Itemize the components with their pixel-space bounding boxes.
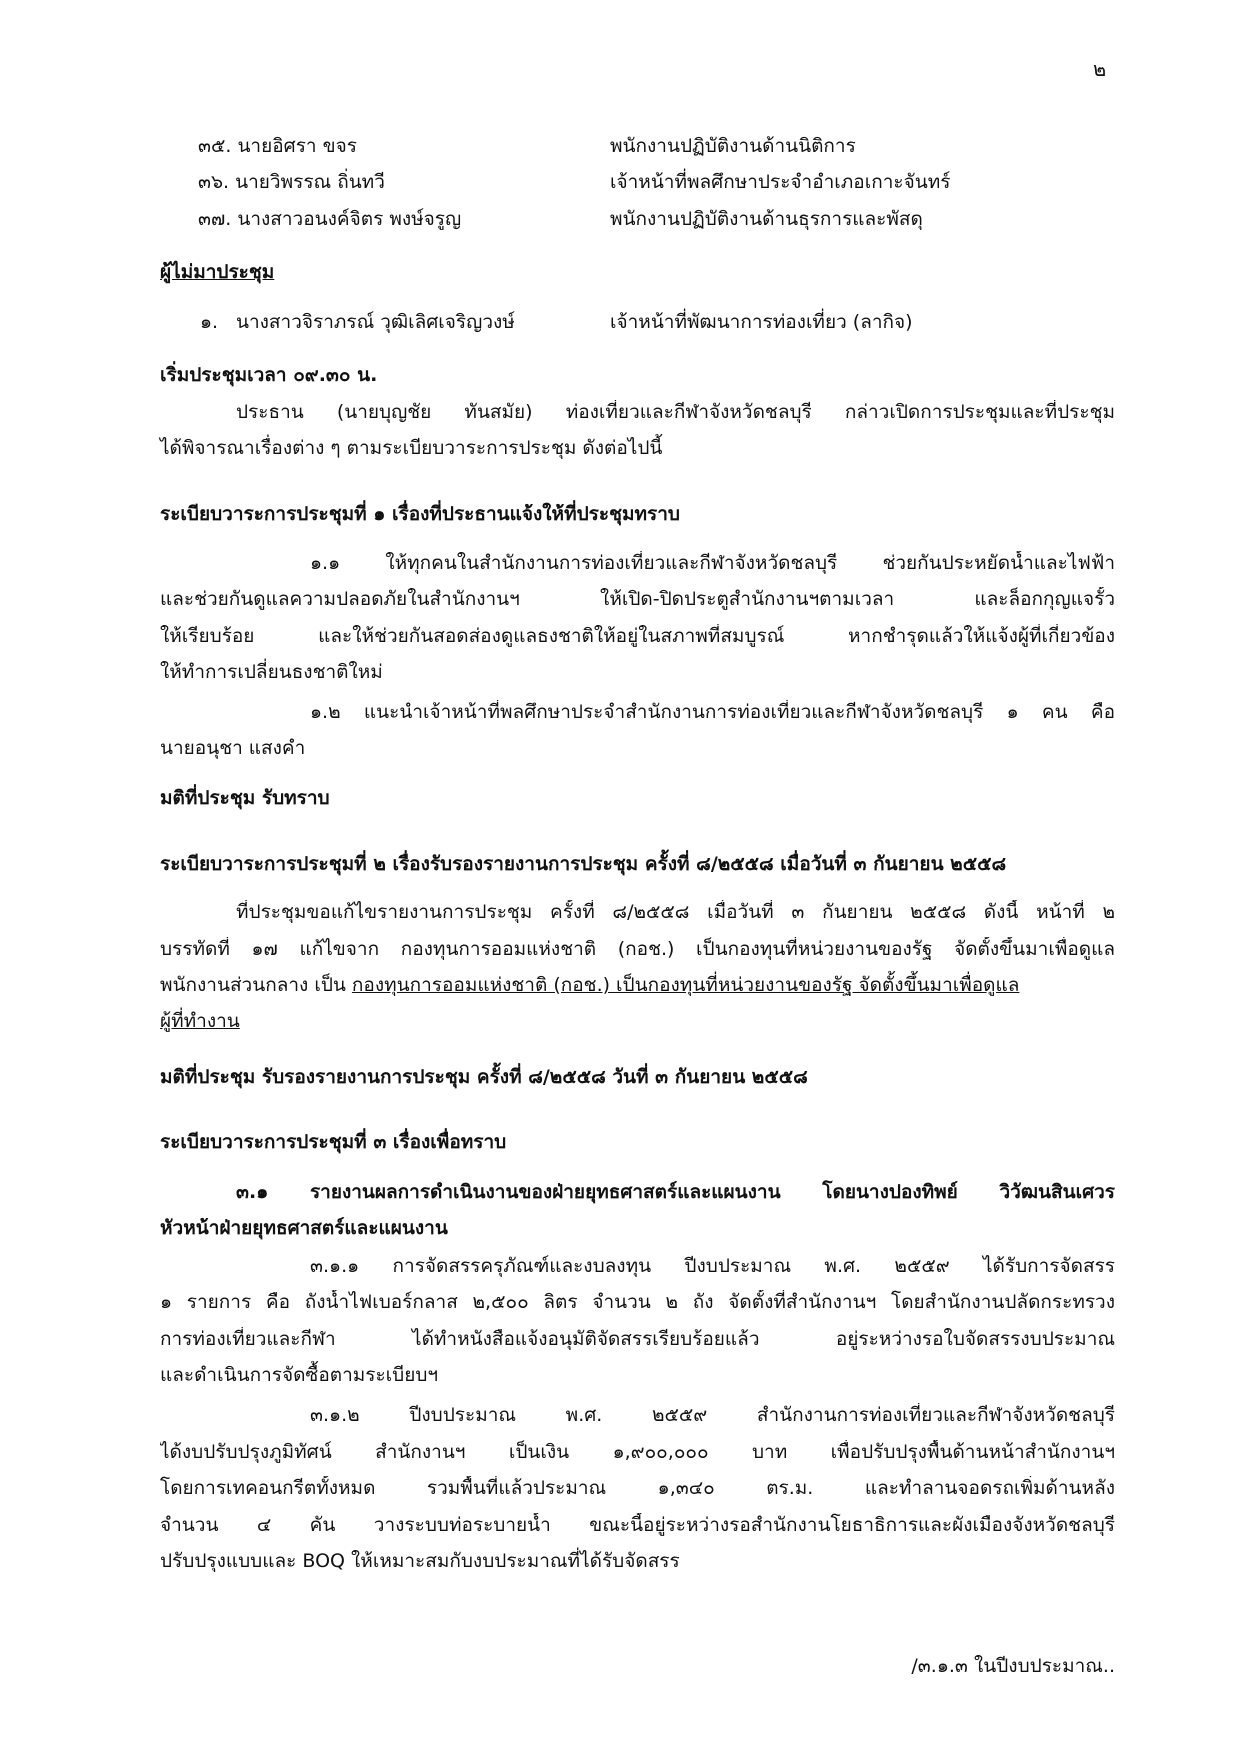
- agenda1-paragraph-line: ๑.๑ ให้ทุกคนในสำนักงานการท่องเที่ยวและกีฬาจังหวัดชลบุรี ช่วยกันประหยัดน้ำและไฟฟ้า: [310, 552, 1115, 574]
- attendee-position: เจ้าหน้าที่พลศึกษาประจำอำเภอเกาะจันทร์: [610, 171, 951, 193]
- agenda3-paragraph-line: ได้งบปรับปรุงภูมิทัศน์ สำนักงานฯ เป็นเงิน ๑,๙๐๐,๐๐๐ บาท เพื่อปรับปรุงพื้นด้านหน้าสำนักงานฯ: [160, 1441, 1115, 1463]
- agenda1-paragraph-line: นายอนุชา แสงคำ: [160, 737, 306, 759]
- absent-name: นางสาวจิราภรณ์ วุฒิเลิศเจริญวงษ์: [236, 311, 515, 333]
- attendee-position: พนักงานปฏิบัติงานด้านธุรการและพัสดุ: [610, 208, 923, 230]
- agenda3-paragraph-line: ๑ รายการ คือ ถังน้ำไฟเบอร์กลาส ๒,๕๐๐ ลิตร จำนวน ๒ ถัง จัดตั้งที่สำนักงานฯ โดยสำนักงานปลัดกระทรวง: [160, 1291, 1115, 1313]
- agenda1-paragraph-line: ให้เรียบร้อย และให้ช่วยกันสอดส่องดูแลธงชาติให้อยู่ในสภาพที่สมบูรณ์ หากชำรุดแล้วให้แจ้งผู้ที่เกี่ยวข้อง: [160, 625, 1115, 647]
- attendee-position: พนักงานปฏิบัติงานด้านนิติการ: [610, 135, 856, 157]
- opening-line: ได้พิจารณาเรื่องต่าง ๆ ตามระเบียบวาระการประชุม ดังต่อไปนี้: [160, 437, 663, 459]
- agenda1-resolution: มติที่ประชุม รับทราบ: [160, 787, 330, 809]
- absent-heading: ผู้ไม่มาประชุม: [160, 261, 275, 283]
- page-number: ๒: [1093, 57, 1107, 81]
- absent-position: เจ้าหน้าที่พัฒนาการท่องเที่ยว (ลากิจ): [610, 311, 913, 333]
- agenda2-paragraph-line: ที่ประชุมขอแก้ไขรายงานการประชุม ครั้งที่ ๘/๒๕๕๘ เมื่อวันที่ ๓ กันยายน ๒๕๕๘ ดังนี้ หน้าที่ ๒: [236, 901, 1115, 923]
- agenda2-underlined-text: ผู้ที่ทำงาน: [160, 1010, 240, 1032]
- attendee-name: ๓๕. นายอิศรา ขจร: [198, 135, 357, 157]
- agenda3-paragraph-line: ปรับปรุงแบบและ BOQ ให้เหมาะสมกับงบประมาณที่ได้รับจัดสรร: [160, 1550, 680, 1572]
- agenda1-paragraph-line: และช่วยกันดูแลความปลอดภัยในสำนักงานฯ ให้เปิด-ปิดประตูสำนักงานฯตามเวลา และล็อกกุญแจรั้ว: [160, 588, 1115, 610]
- agenda2-plain-text: พนักงานส่วนกลาง เป็น: [160, 974, 352, 996]
- agenda3-heading: ระเบียบวาระการประชุมที่ ๓ เรื่องเพื่อทราบ: [160, 1131, 507, 1153]
- agenda1-paragraph-line: ให้ทำการเปลี่ยนธงชาติใหม่: [160, 661, 383, 683]
- agenda3-subheading-line: หัวหน้าฝ่ายยุทธศาสตร์และแผนงาน: [160, 1217, 448, 1239]
- agenda3-paragraph-line: ๓.๑.๑ การจัดสรรครุภัณฑ์และงบลงทุน ปีงบประมาณ พ.ศ. ๒๕๕๙ ได้รับการจัดสรร: [310, 1255, 1115, 1277]
- agenda3-paragraph-line: ๓.๑.๒ ปีงบประมาณ พ.ศ. ๒๕๕๙ สำนักงานการท่องเที่ยวและกีฬาจังหวัดชลบุรี: [310, 1404, 1115, 1426]
- agenda2-paragraph-line: บรรทัดที่ ๑๗ แก้ไขจาก กองทุนการออมแห่งชาติ (กอช.) เป็นกองทุนที่หน่วยงานของรัฐ จัดตั้งขึ้นมาเพื่อดูแล: [160, 938, 1115, 960]
- agenda2-heading: ระเบียบวาระการประชุมที่ ๒ เรื่องรับรองรายงานการประชุม ครั้งที่ ๘/๒๕๕๘ เมื่อวันที่ ๓ กันยายน ๒๕๕๘: [160, 853, 1007, 875]
- agenda3-paragraph-line: การท่องเที่ยวและกีฬา ได้ทำหนังสือแจ้งอนุมัติจัดสรรเรียบร้อยแล้ว อยู่ระหว่างรอใบจัดสรรงบประมาณ: [160, 1328, 1115, 1350]
- agenda3-paragraph-line: โดยการเทคอนกรีตทั้งหมด รวมพื้นที่แล้วประมาณ ๑,๓๔๐ ตร.ม. และทำลานจอดรถเพิ่มด้านหลัง: [160, 1477, 1115, 1499]
- agenda3-subheading-line: ๓.๑ รายงานผลการดำเนินงานของฝ่ายยุทธศาสตร์และแผนงาน โดยนางปองทิพย์ วิวัฒนสินเศวร: [236, 1181, 1115, 1203]
- agenda2-underlined-text: กองทุนการออมแห่งชาติ (กอช.) เป็นกองทุนที่หน่วยงานของรัฐ จัดตั้งขึ้นมาเพื่อดูแล: [351, 974, 1020, 996]
- agenda1-paragraph-line: ๑.๒ แนะนำเจ้าหน้าที่พลศึกษาประจำสำนักงานการท่องเที่ยวและกีฬาจังหวัดชลบุรี ๑ คน คือ: [310, 701, 1115, 723]
- attendee-name: ๓๖. นายวิพรรณ ถิ่นทวี: [198, 171, 385, 193]
- absent-number: ๑.: [200, 311, 219, 333]
- start-time: เริ่มประชุมเวลา ๐๙.๓๐ น.: [160, 364, 378, 386]
- agenda2-paragraph-line: [160, 973, 1019, 999]
- opening-line: ประธาน (นายบุญชัย ทันสมัย) ท่องเที่ยวและกีฬาจังหวัดชลบุรี กล่าวเปิดการประชุมและที่ประชุม: [236, 401, 1115, 423]
- agenda1-heading: ระเบียบวาระการประชุมที่ ๑ เรื่องที่ประธานแจ้งให้ที่ประชุมทราบ: [160, 503, 680, 525]
- attendee-name: ๓๗. นางสาวอนงค์จิตร พงษ์จรูญ: [198, 208, 462, 230]
- agenda2-resolution: มติที่ประชุม รับรองรายงานการประชุม ครั้งที่ ๘/๒๕๕๘ วันที่ ๓ กันยายน ๒๕๕๘: [160, 1066, 808, 1088]
- agenda3-paragraph-line: และดำเนินการจัดซื้อตามระเบียบฯ: [160, 1364, 439, 1386]
- footer-continuation: /๓.๑.๓ ในปีงบประมาณ..: [911, 1655, 1115, 1677]
- agenda3-paragraph-line: จำนวน ๔ คัน วางระบบท่อระบายน้ำ ขณะนี้อยู่ระหว่างรอสำนักงานโยธาธิการและผังเมืองจังหวัดชลบุรี: [160, 1514, 1115, 1536]
